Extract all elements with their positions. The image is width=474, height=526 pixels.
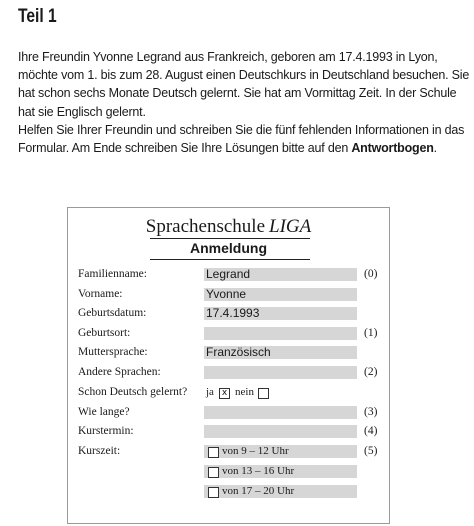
kurszeit-option-1-checkbox[interactable] <box>208 447 219 458</box>
nein-label: nein <box>235 386 254 398</box>
row-geburtsdatum <box>68 306 389 322</box>
row-geburtsort <box>68 326 389 342</box>
geburtsort-label: Geburtsort: <box>78 327 131 339</box>
school-brand: LIGA <box>269 216 312 237</box>
school-name: Sprachenschule <box>145 216 265 237</box>
page-heading: Teil 1 <box>18 6 57 27</box>
registration-form <box>67 207 390 524</box>
school-title <box>68 216 389 238</box>
geburtsort-field[interactable] <box>204 327 357 340</box>
familienname-value: Legrand <box>206 267 251 281</box>
ja-label: ja <box>206 386 214 398</box>
andere-sprachen-field[interactable] <box>204 366 357 379</box>
instructions-task <box>18 121 473 157</box>
muttersprache-label: Muttersprache: <box>78 346 148 358</box>
item-number: (2) <box>364 366 378 378</box>
kurszeit-option-1-label: von 9 – 12 Uhr <box>222 445 289 457</box>
title-underline <box>150 238 310 239</box>
muttersprache-value: Französisch <box>206 345 271 359</box>
kurszeit-option-3-label: von 17 – 20 Uhr <box>222 485 295 497</box>
subtitle-underline <box>150 259 310 260</box>
item-number: (0) <box>364 268 378 280</box>
familienname-label: Familienname: <box>78 268 147 280</box>
row-kurszeit <box>68 444 389 460</box>
row-kurstermin <box>68 424 389 440</box>
item-number: (3) <box>364 406 378 418</box>
row-familienname <box>68 267 389 283</box>
item-number: (1) <box>364 327 378 339</box>
wie-lange-field[interactable] <box>204 406 357 419</box>
andere-sprachen-label: Andere Sprachen: <box>78 366 161 378</box>
instructions <box>18 48 473 157</box>
vorname-value: Yvonne <box>206 287 247 301</box>
geburtsdatum-label: Geburtsdatum: <box>78 307 147 319</box>
row-andere-sprachen <box>68 365 389 381</box>
kurstermin-field[interactable] <box>204 425 357 438</box>
instructions-task-text: Helfen Sie Ihrer Freundin und schreiben Sie die fünf fehlenden Informationen in das Formular. Am Ende schreiben Sie Ihre Lösungen bitte auf den <box>18 122 465 156</box>
instructions-task-end: . <box>433 141 437 156</box>
kurszeit-option-2-checkbox[interactable] <box>208 467 219 478</box>
item-number: (4) <box>364 425 378 437</box>
kurszeit-option-3-checkbox[interactable] <box>208 487 219 498</box>
form-subtitle: Anmeldung <box>190 240 267 256</box>
instructions-situation: Ihre Freundin Yvonne Legrand aus Frankreich, geboren am 17.4.1993 in Lyon, möchte vom 1. bis zum 28. August einen Deutschkurs in Deutschland besuchen. Sie hat schon sechs Monate Deutsch gelernt. Sie hat am Vormittag Zeit. In der Schule hat sie Englisch gelernt. <box>18 50 470 119</box>
nein-checkbox[interactable] <box>258 388 269 399</box>
wie-lange-label: Wie lange? <box>78 406 130 418</box>
kurszeit-option-2-label: von 13 – 16 Uhr <box>222 465 295 477</box>
vorname-label: Vorname: <box>78 288 123 300</box>
row-vorname <box>68 287 389 303</box>
row-kurszeit-3 <box>68 484 389 500</box>
kurstermin-label: Kurstermin: <box>78 425 134 437</box>
geburtsdatum-value: 17.4.1993 <box>206 306 260 320</box>
ja-checkbox[interactable]: x <box>219 388 230 399</box>
row-kurszeit-2 <box>68 464 389 480</box>
kurszeit-label: Kurszeit: <box>78 445 121 457</box>
row-muttersprache <box>68 345 389 361</box>
answer-sheet-term: Antwortbogen <box>351 141 434 156</box>
deutsch-gelernt-label: Schon Deutsch gelernt? <box>78 386 188 398</box>
row-wie-lange <box>68 405 389 421</box>
row-deutsch-gelernt <box>68 385 389 401</box>
item-number: (5) <box>364 445 378 457</box>
